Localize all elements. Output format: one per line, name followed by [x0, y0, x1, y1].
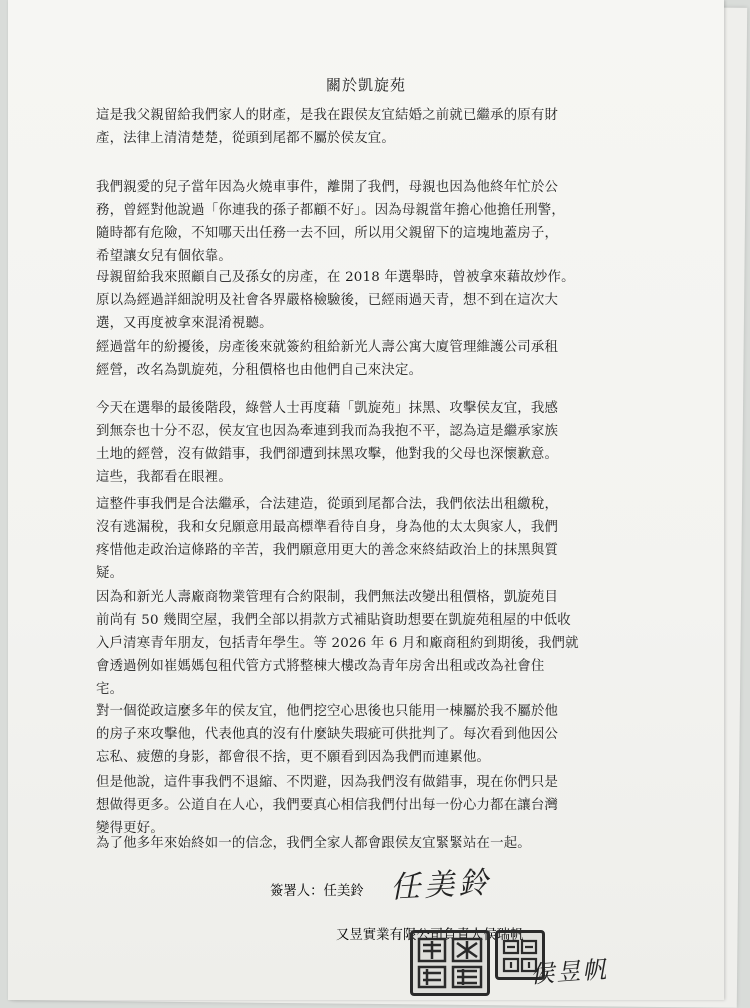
paragraph-6: 這整件事我們是合法繼承，合法建造，從頭到尾都合法，我們依法出租繳稅， 沒有逃漏稅，我和女兒願意用最高標準看待自身，身為他的太太與家人，我們 疼惜他走政治這條路的辛苦，我們願意用更大的善念來終結政治上的抹黑與質 疑。 — [96, 497, 559, 581]
representative-signature: 侯昱帆 — [529, 955, 610, 989]
company-line: 又昱實業有限公司負責人侯瑞帆 — [336, 928, 524, 943]
company-seal — [410, 930, 490, 996]
paragraph-1: 這是我父親留給我們家人的財產，是我在跟侯友宜結婚之前就已繼承的原有財 產，法律上清清楚楚，從頭到尾都不屬於侯友宜。 — [96, 108, 559, 146]
paragraph-10: 為了他多年來始終如一的信念，我們全家人都會跟侯友宜緊緊站在一起。 — [96, 836, 531, 851]
document-page — [8, 0, 724, 1000]
paragraph-9: 但是他說，這件事我們不退縮、不閃避，因為我們沒有做錯事，現在你們只是 想做得更多。公道自在人心，我們要真心相信我們付出每一份心力都在讓台灣 變得更好。 — [96, 775, 559, 836]
paragraph-7: 因為和新光人壽廠商物業管理有合約限制，我們無法改變出租價格，凱旋苑目 前尚有 50 幾間空屋，我們全部以捐款方式補貼資助想要在凱旋苑租屋的中低收 入戶清寒青年朋友，包括青年學生。等 2026 年 6 月和廠商租約到期後，我們就 會透過例如崔媽媽包租代管方式將整棟大樓改為青年房舍出租或改為社會住 宅。 — [96, 590, 579, 697]
paragraph-3: 母親留給我來照顧自己及孫女的房產，在 2018 年選舉時，曾被拿來藉故炒作。 原以為經過詳細說明及社會各界嚴格檢驗後，已經雨過天青，想不到在這次大 選，又再度被拿來混淆視聽。 — [96, 270, 575, 331]
signature-label: 簽署人：任美鈴 — [270, 884, 364, 899]
paragraph-5: 今天在選舉的最後階段，綠營人士再度藉「凱旋苑」抹黑、攻擊侯友宜，我感 到無奈也十分不忍，侯友宜也因為牽連到我而為我抱不平，認為這是繼承家族 土地的經營，沒有做錯事，我們卻遭到抹黑攻擊，他對我的父母也深懷歉意。 這些，我都看在眼裡。 — [96, 401, 559, 485]
paragraph-8: 對一個從政這麼多年的侯友宜，他們挖空心思後也只能用一棟屬於我不屬於他 的房子來攻擊他，代表他真的沒有什麼缺失瑕疵可供批判了。每次看到他因公 忘私、疲憊的身影，都會很不捨，更不願看到因為我們而連累他。 — [96, 704, 559, 765]
paragraph-2: 我們親愛的兒子當年因為火燒車事件，離開了我們，母親也因為他終年忙於公 務，曾經對他說過「你連我的孫子都顧不好」。因為母親當年擔心他擔任刑警， 隨時都有危險，不知哪天出任務一去不回，所以用父親留下的這塊地蓋房子， 希望讓女兒有個依靠。 — [96, 180, 565, 264]
document-title: 關於凱旋苑 — [325, 76, 406, 94]
paragraph-4: 經過當年的紛擾後，房產後來就簽約租給新光人壽公寓大廈管理維護公司承租 經營，改名為凱旋苑，分租價格也由他們自己來決定。 — [96, 340, 559, 378]
handwritten-signature: 任美鈴 — [389, 865, 494, 906]
